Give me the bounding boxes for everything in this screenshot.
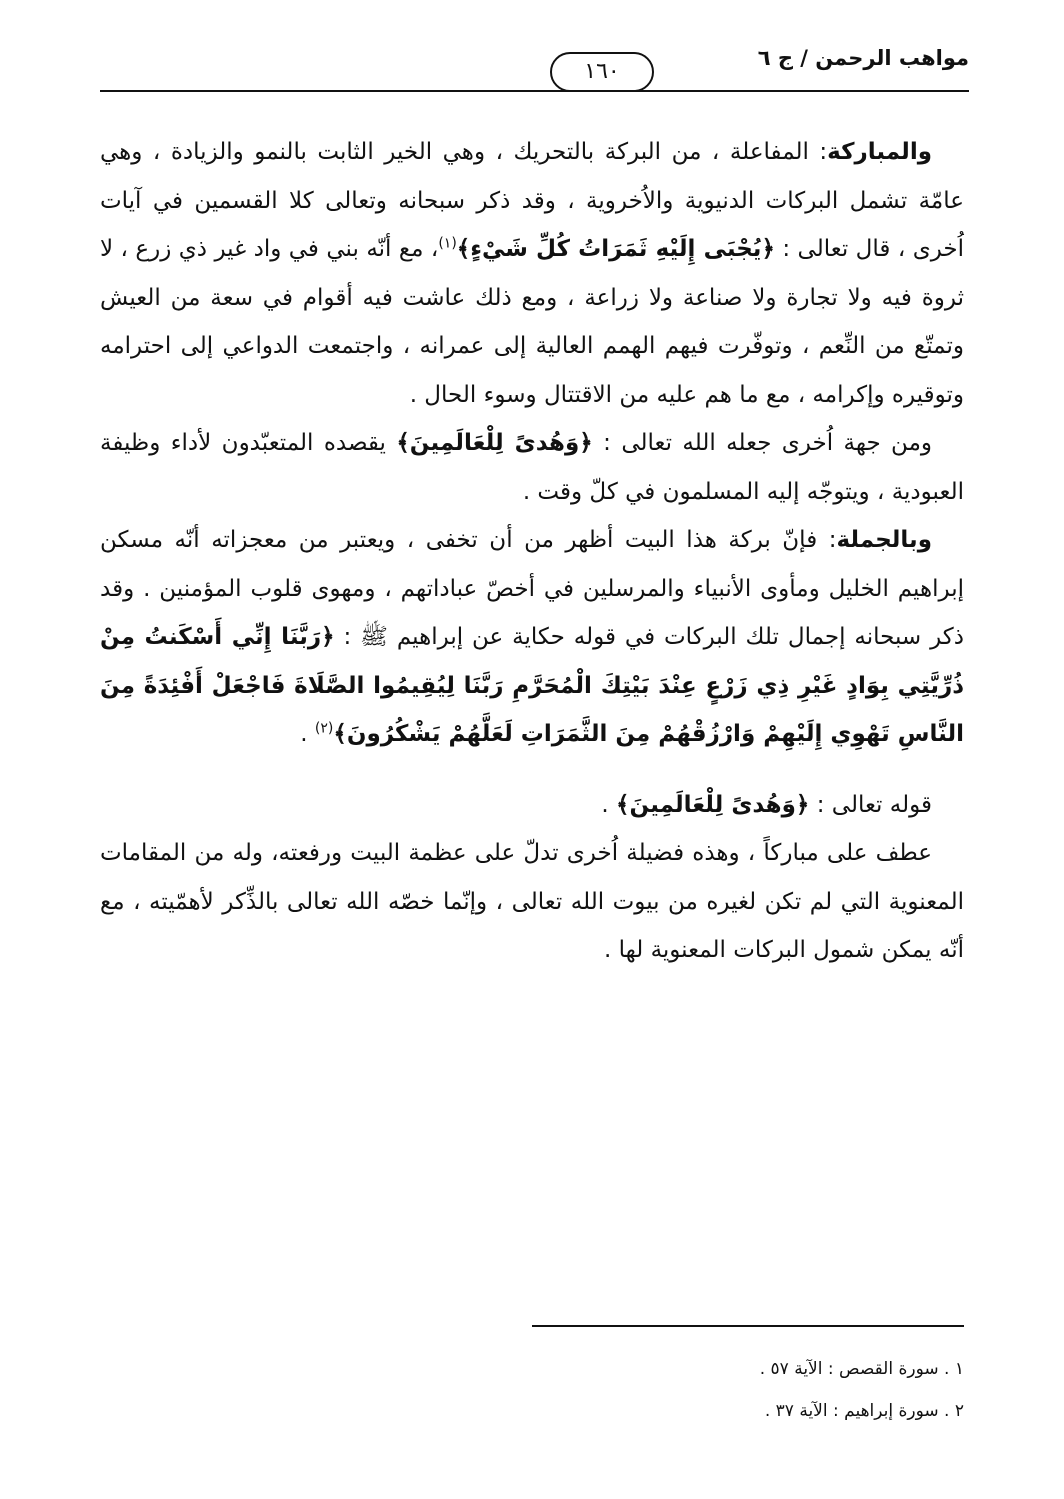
body-text — [100, 128, 964, 975]
running-title: مواهب الرحمن / ج ٦ — [757, 46, 969, 70]
paragraph-text: : فإنّ بركة هذا البيت أظهر من أن تخفى ، ويعتبر من معجزاته أنّه مسكن إبراهيم الخليل ومأوى الأنبياء والمرسلين في أخصّ عباداتهم ، ومهوى قلوب المؤمنين . وقد ذكر سبحانه إجمال تلك البركات في قوله حكاية عن إبراهيم ﷺ : — [100, 527, 964, 650]
paragraph-text: . — [601, 791, 617, 818]
footnotes — [100, 1348, 964, 1432]
term-mubaraka: والمباركة — [827, 139, 932, 165]
page-number: ١٦٠ — [550, 52, 654, 92]
paragraph-text: ومن جهة اُخرى جعله الله تعالى : — [592, 430, 932, 456]
footnote-ref-2[interactable]: (٢) — [314, 720, 334, 737]
term-bil-jumla: وبالجملة — [836, 527, 932, 553]
paragraph-huda — [100, 419, 964, 516]
paragraph-text: قوله تعالى : — [809, 791, 932, 818]
paragraph-text: يقصده المتعبّدون لأداء وظيفة العبودية ، ويتوجّه إليه المسلمون في كلّ وقت . — [100, 430, 964, 505]
paragraph-text: . — [300, 721, 315, 747]
paragraph-bil-jumla — [100, 516, 964, 759]
footnote-ref-1[interactable]: (١) — [438, 235, 457, 252]
paragraph-atf — [100, 829, 964, 975]
quran-verse: ﴿يُجْبَى إِلَيْهِ ثَمَرَاتُ كُلِّ شَيْءٍ﴾ — [456, 236, 775, 262]
paragraph-text: ، مع أنّه بني في واد غير ذي زرع ، لا ثروة فيه ولا تجارة ولا صناعة ولا زراعة ، ومع ذلك عاشت فيه أقوام في سعة من العيش وتمتّع من النِّعم ، وتوفّرت فيهم الهمم العالية إلى عمرانه ، واجتمعت الدواعي إلى احترامه وتوقيره وإكرامه ، مع ما هم عليه من الاقتتال وسوء الحال . — [100, 236, 964, 408]
paragraph-qawluhu — [100, 781, 964, 830]
quran-verse: ﴿وَهُدىً لِلْعَالَمِينَ﴾ — [616, 791, 810, 818]
footnote-divider — [532, 1325, 964, 1327]
footnote-1: ١ . سورة القصص : الآية ٥٧ . — [759, 1359, 964, 1379]
quran-verse: ﴿وَهُدىً لِلْعَالَمِينَ﴾ — [396, 430, 593, 456]
paragraph-text: عطف على مباركاً ، وهذه فضيلة اُخرى تدلّ على عظمة البيت ورفعته، وله من المقامات المعنوية التي لم تكن لغيره من بيوت الله تعالى ، وإنّما خصّه الله تعالى بالذِّكر لأهمّيته ، مع أنّه يمكن شمول البركات المعنوية لها . — [100, 840, 964, 963]
paragraph-mubaraka — [100, 128, 964, 419]
footnote-2: ٢ . سورة إبراهيم : الآية ٣٧ . — [764, 1401, 964, 1421]
page-header — [100, 40, 969, 92]
paragraph-text: : المفاعلة ، من البركة بالتحريك ، وهي الخير الثابت بالنمو والزيادة ، وهي عامّة تشمل البركات الدنيوية والاُخروية ، وقد ذكر سبحانه وتعالى كلا القسمين في آيات اُخرى ، قال تعالى : — [100, 139, 964, 262]
quran-verse: ﴿رَبَّنَا إِنِّي أَسْكَنتُ مِنْ ذُرِّيَّتِي بِوَادٍ غَيْرِ ذِي زَرْعٍ عِنْدَ بَيْتِكَ الْمُحَرَّمِ رَبَّنَا لِيُقِيمُوا الصَّلَاةَ فَاجْعَلْ أَفْئِدَةً مِنَ النَّاسِ تَهْوِي إِلَيْهِمْ وَارْزُقْهُمْ مِنَ الثَّمَرَاتِ لَعَلَّهُمْ يَشْكُرُونَ﴾ — [100, 624, 964, 747]
